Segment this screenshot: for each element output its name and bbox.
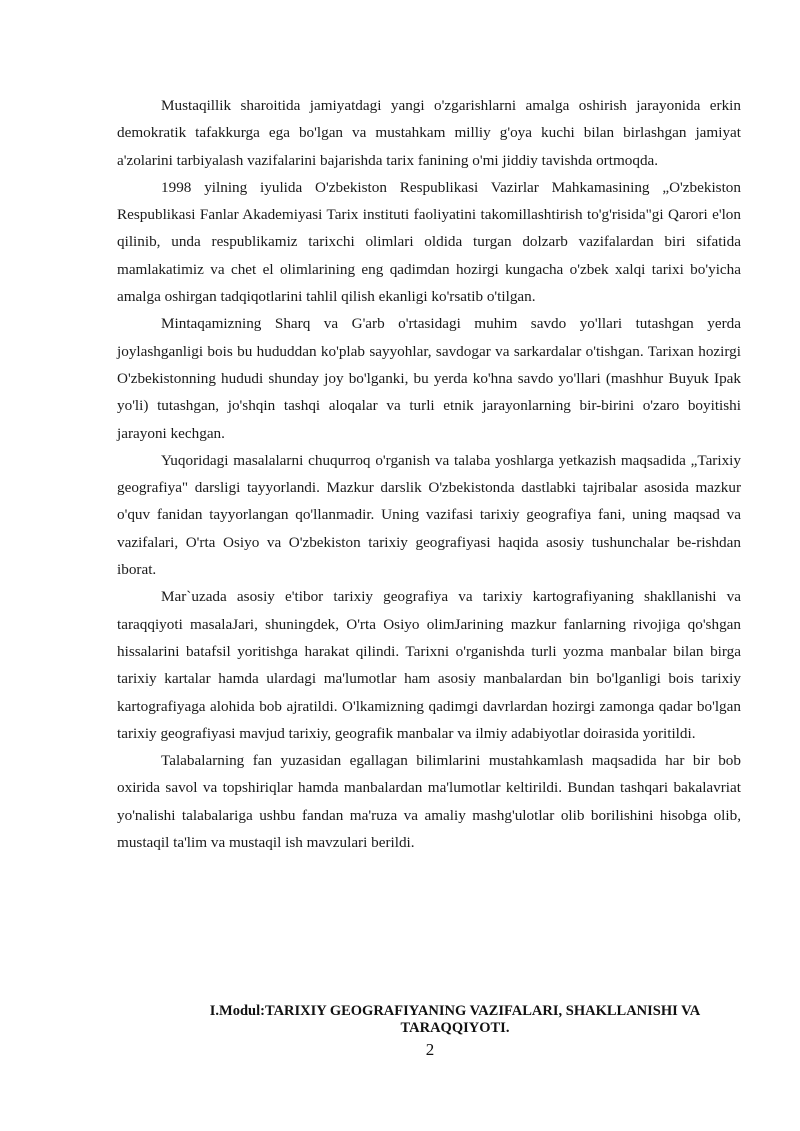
module-heading: I.Modul:TARIXIY GEOGRAFIYANING VAZIFALARI, SHAKLLANISHI VA TARAQQIYOTI.	[209, 1003, 701, 1036]
paragraph-1: Mustaqillik sharoitida jamiyatdagi yangi o'zgarishlarni amalga oshirish jarayonida erkin demokratik tafakkurga ega bo'lgan va mustahkam milliy g'oya kuchi bilan birlashgan jamiyat a'zolarini tarbiyalash vazifalarini bajarishda tarix fanining o'mi jiddiy tavishda ortmoqda.	[117, 97, 741, 169]
paragraph-3: Mintaqamizning Sharq va G'arb o'rtasidagi muhim savdo yo'llari tutashgan yerda joylashganligi bois bu hududdan ko'plab sayyohlar, savdogar va sarkardalar o'tishgan. Tarixan hozirgi O'zbekistonning hududi shunday joy bo'lganki, bu yerda ko'hna savdo yo'llari (mashhur Buyuk Ipak yo'li) tutashgan, jo'shqin tashqi aloqalar va turli etnik jarayonlarning bir-birini o'zaro boyitishi jarayoni kechgan.	[117, 315, 741, 442]
document-body	[117, 92, 741, 856]
paragraph-5: Mar`uzada asosiy e'tibor tarixiy geografiya va tarixiy kartografiyaning shakllanishi va taraqqiyoti masalaJari, shuningdek, O'rta Osiyo olimJarining mazkur fanlarning rivojiga qo'shgan hissalarini batafsil yoritishga harakat qilindi. Tarixni o'rganishda turli yozma manbalar bilan birga tarixiy kartalar hamda ulardagi ma'lumotlar ham asosiy manbalardan bin bo'lganligi bois tarixiy kartografiyaga alohida bob ajratildi. O'lkamizning qadimgi davrlardan hozirgi zamonga qadar bo'lgan tarixiy geografiyasi mavjud tarixiy, geografik manbalar va ilmiy adabiyotlar doirasida yoritildi.	[117, 588, 741, 742]
page-number: 2	[425, 1040, 435, 1059]
paragraph-4: Yuqoridagi masalalarni chuqurroq o'rganish va talaba yoshlarga yetkazish maqsadida „Tarixiy geografiya" darsligi tayyorlandi. Mazkur darslik O'zbekistonda dastlabki tajribalar asosida mazkur o'quv fanidan tayyorlangan qo'llanmadir. Uning vazifasi tarixiy geografiya fani, uning maqsad va vazifalari, O'rta Osiyo va O'zbekiston tarixiy geografiyasi haqida asosiy tushunchalar be-rishdan iborat.	[117, 451, 741, 579]
paragraph-6: Talabalarning fan yuzasidan egallagan bilimlarini mustahkamlash maqsadida har bir bob oxirida savol va topshiriqlar hamda manbalardan ma'lumotlar keltirildi. Bundan tashqari bakalavriat yo'nalishi talabalariga ushbu fandan ma'ruza va amaliy mashg'ulotlar olib borilishini hisobga olib, mustaqil ta'lim va mustaqil ish mavzulari berildi.	[117, 752, 741, 852]
paragraph-2: 1998 yilning iyulida O'zbekiston Respublikasi Vazirlar Mahkamasining „O'zbekiston Respublikasi Fanlar Akademiyasi Tarix instituti faoliyatini takomillashtirish to'g'risida"gi Qarori e'lon qilinib, unda respublikamiz tarixchi olimlari oldida turgan dolzarb vazifalardan biri sifatida mamlakatimiz va chet el olimlarining eng qadimdan hozirgi kungacha o'zbek xalqi tarixi bo'yicha amalga oshirgan tadqiqotlarini tahlil qilish ekanligi ko'rsatib o'tilgan.	[117, 178, 741, 306]
